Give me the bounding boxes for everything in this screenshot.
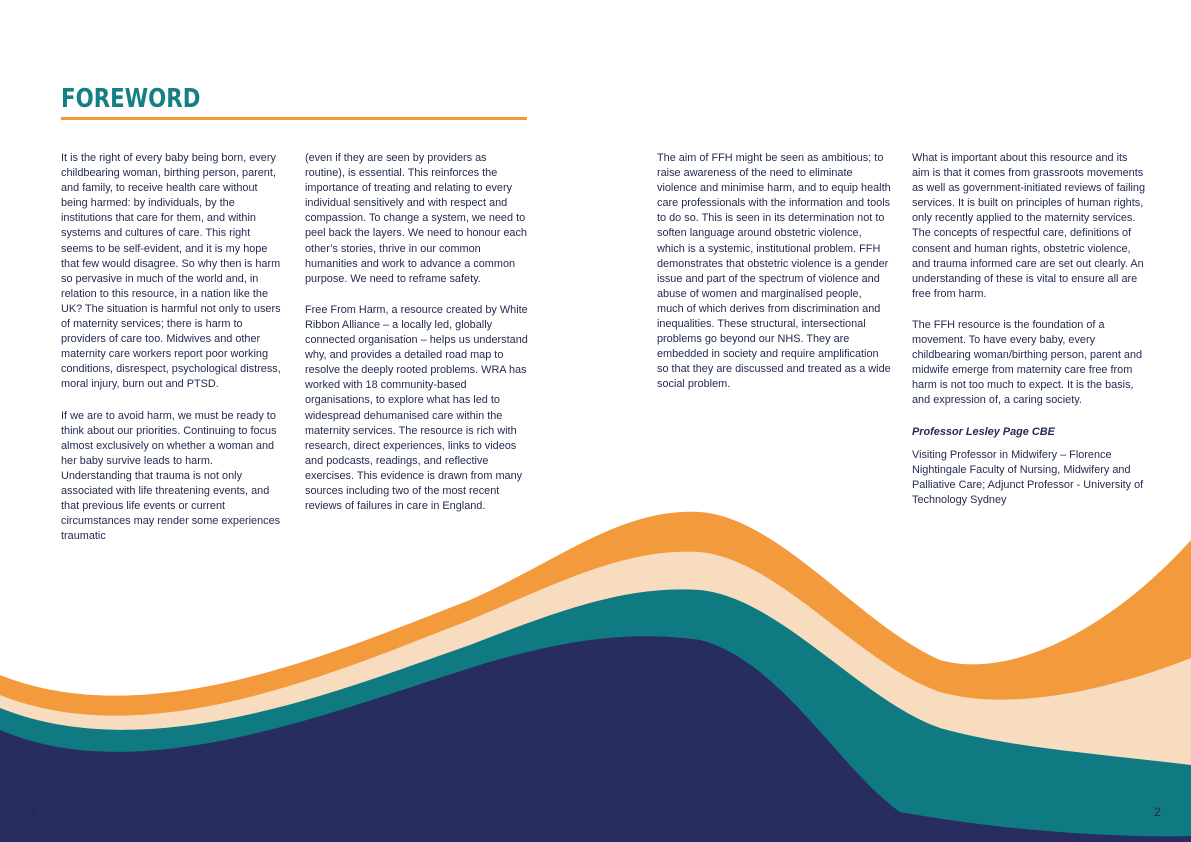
- column-1: [61, 151, 285, 560]
- column-4: [912, 151, 1146, 508]
- title-underline: [61, 117, 527, 120]
- column-3: [657, 151, 891, 409]
- paragraph: If we are to avoid harm, we must be ready to think about our priorities. Continuing to focus almost exclusively on whether a woman and her baby survive leads to harm. Understanding that trauma is not only associated with life threatening events, and that previous life events or current circumstances may render some experiences traumatic: [61, 409, 281, 543]
- paragraph: It is the right of every baby being born, every childbearing woman, birthing person, parent, and family, to receive health care without being harmed: by individuals, by the institutions that care for them, and within systems and cultures of care. This right seems to be self-evident, and it is my hope that few would disagree. So why then is harm so pervasive in much of the world and, in relation to this resource, in a nation like the UK? The situation is harmful not only to users of maternity services; there is harm to providers of care too. Midwives and other maternity care workers report poor working conditions, disrespect, psychological distress, moral injury, burn out and PTSD.: [61, 152, 281, 391]
- column-2: [305, 151, 529, 530]
- paragraph: The FFH resource is the foundation of a movement. To have every baby, every childbearing woman/birthing person, parent and midwife emerge from maternity care free from harm is not too much to expect. It is the basis, and expression of, a caring society.: [912, 318, 1143, 407]
- page-number-right: 2: [1154, 805, 1161, 819]
- page-number-left: 1: [30, 805, 37, 819]
- paragraph: What is important about this resource and its aim is that it comes from grassroots movements as well as government-initiated reviews of failing services. It is built on principles of human rights, only recently applied to the maternity services. The concepts of respectful care, definitions of consent and human rights, obstetric violence, and trauma informed care are set out clearly. An understanding of these is vital to ensure all are free from harm.: [912, 152, 1146, 300]
- paragraph: The aim of FFH might be seen as ambitious; to raise awareness of the need to eliminate violence and minimise harm, and to equip health care professionals with the information and tools to do so. This is seen in its determination not to soften language around obstetric violence, which is a systemic, institutional problem. FFH demonstrates that obstetric violence is a gender issue and part of the spectrum of violence and abuse of women and marginalised people, much of which derives from discrimination and inequalities. These structural, intersectional problems go beyond our NHS. They are embedded in society and require amplification so that they are discussed and treated as a wide social problem.: [657, 152, 891, 391]
- paragraph: Free From Harm, a resource created by White Ribbon Alliance – a locally led, globally connected organisation – helps us understand why, and provides a detailed road map to resolve the deeply rooted problems. WRA has worked with 18 community-based organisations, to explore what has led to widespread dehumanised care within the maternity services. The resource is rich with research, direct experiences, links to videos and podcasts, readings, and reflective exercises. This evidence is drawn from many sources including two of the most recent reviews of failures in care in England.: [305, 303, 528, 513]
- author-affiliation: Visiting Professor in Midwifery – Florence Nightingale Faculty of Nursing, Midwifery and Palliative Care; Adjunct Professor - University of Technology Sydney: [912, 448, 1144, 506]
- page-title: FOREWORD: [61, 84, 201, 114]
- paragraph: (even if they are seen by providers as routine), is essential. This reinforces the importance of treating and relating to every individual sensitively and with respect and compassion. To change a system, we need to peel back the layers. We need to honour each other’s stories, thrive in our common humanities and work to advance a common purpose. We need to reframe safety.: [305, 152, 527, 285]
- author-signature: Professor Lesley Page CBE: [912, 425, 1055, 438]
